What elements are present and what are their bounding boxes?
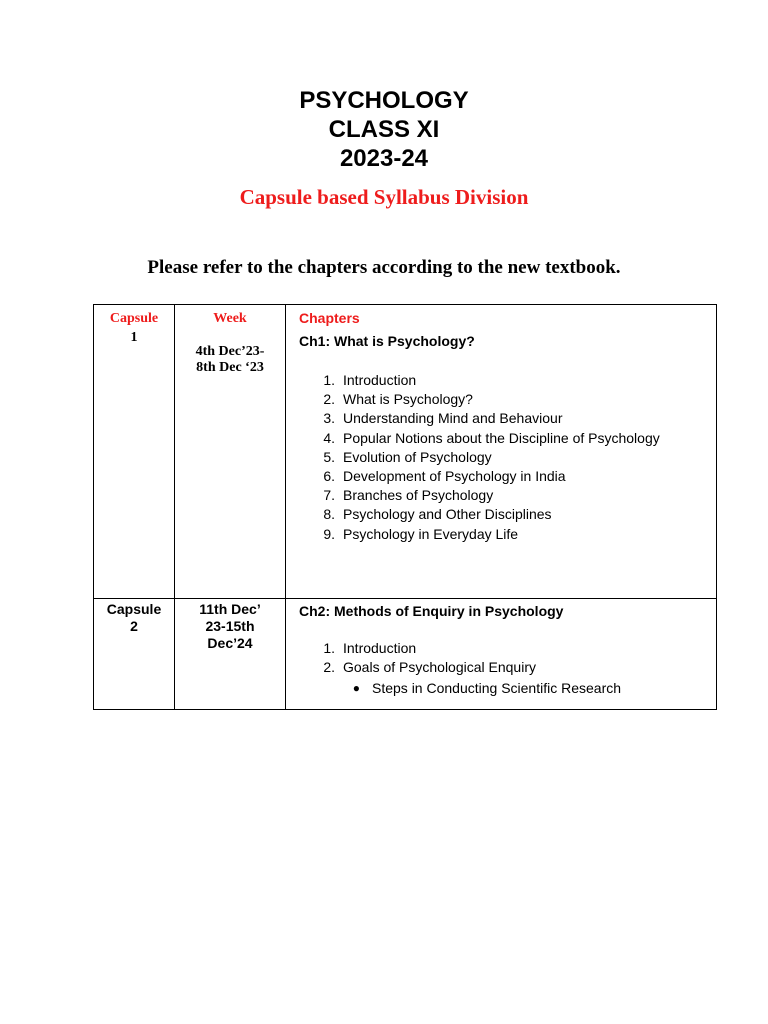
week-label: Week [213, 311, 247, 326]
document-subtitle: Capsule based Syllabus Division [239, 185, 529, 209]
week-cell [175, 305, 286, 599]
list-item: 1. Introduction [323, 640, 417, 656]
list-item: 8. Psychology and Other Disciplines [323, 506, 552, 523]
document-title-session: 2023-24 [339, 145, 429, 172]
capsule-label: Capsule [106, 601, 162, 617]
list-item: 9. Psychology in Everyday Life [323, 525, 519, 542]
list-item: 2. What is Psychology? [323, 391, 473, 408]
chapter-title: Ch1: What is Psychology? [299, 333, 475, 349]
list-item: ● Steps in Conducting Scientific Research [286, 679, 716, 698]
syllabus-table [93, 304, 717, 710]
week-date-line: 23-15th [205, 618, 255, 634]
topic-list [286, 639, 716, 677]
capsule-number: 2 [130, 618, 138, 634]
document-title-class: CLASS XI [328, 116, 440, 143]
capsule-cell [94, 599, 175, 710]
capsule-number: 1 [130, 330, 138, 345]
chapters-label: Chapters [299, 310, 360, 326]
list-item: 5. Evolution of Psychology [323, 448, 492, 465]
topic-list [286, 371, 716, 544]
chapters-cell [286, 305, 717, 599]
list-item: 2. Goals of Psychological Enquiry [323, 659, 536, 676]
week-date-line: 11th Dec’ [199, 601, 261, 617]
document-title-subject: PSYCHOLOGY [299, 87, 469, 114]
week-cell [175, 599, 286, 710]
week-date-line: Dec’24 [207, 635, 253, 651]
chapter-title: Ch2: Methods of Enquiry in Psychology [299, 603, 564, 619]
table-row [94, 305, 717, 599]
table-row [94, 599, 717, 710]
list-item: 3. Understanding Mind and Behaviour [323, 410, 563, 427]
chapters-cell [286, 599, 717, 710]
list-item: 4. Popular Notions about the Discipline of Psychology [323, 429, 660, 446]
sub-topic-list [286, 679, 716, 698]
list-item: 7. Branches of Psychology [323, 487, 494, 504]
list-item: 6. Development of Psychology in India [323, 468, 566, 485]
capsule-label: Capsule [109, 311, 159, 326]
list-item: 1. Introduction [323, 372, 417, 388]
instruction-text: Please refer to the chapters according to the new textbook. [147, 257, 621, 278]
bullet-icon: ● [352, 681, 360, 696]
capsule-cell [94, 305, 175, 599]
week-date-line: 4th Dec’23- [195, 344, 265, 359]
week-date-line: 8th Dec ‘23 [196, 360, 264, 375]
